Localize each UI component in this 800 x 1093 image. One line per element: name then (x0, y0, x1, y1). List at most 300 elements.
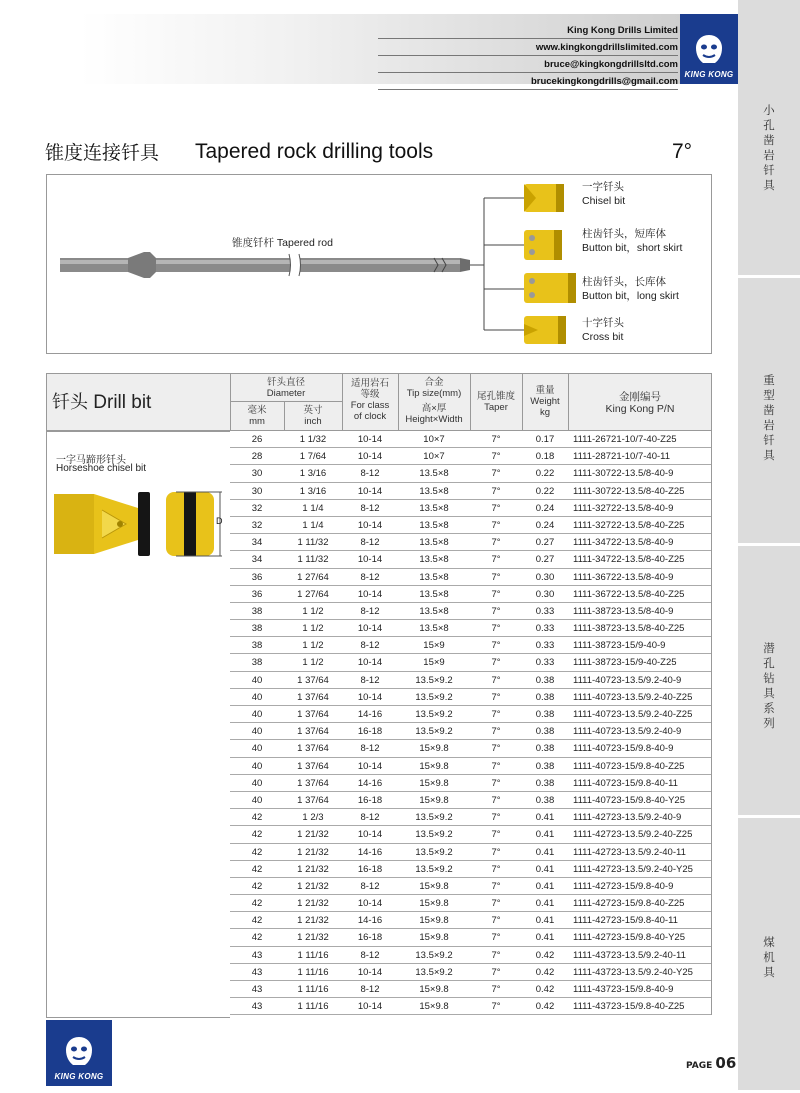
cell-rock: 8-12 (360, 674, 380, 686)
cell-kg: 0.41 (535, 915, 555, 927)
table-row (230, 912, 711, 929)
cell-tip: 15×9.8 (419, 984, 449, 995)
cell-mm: 32 (251, 502, 263, 514)
cell-kg: 0.41 (535, 812, 555, 824)
cell-taper: 7° (491, 898, 501, 910)
cell-inch: 1 21/32 (297, 880, 329, 892)
cell-inch: 1 11/32 (297, 554, 329, 566)
side-tab-dth[interactable] (738, 546, 800, 818)
brand-logo (680, 14, 738, 84)
bit-label-button-long (582, 275, 679, 303)
cell-pn: 1111-38723-15/9-40-9 (573, 640, 666, 652)
cell-inch: 1 37/64 (297, 674, 329, 686)
cell-kg: 0.41 (535, 846, 555, 858)
table-row (230, 706, 711, 723)
cell-inch: 1 21/32 (297, 898, 329, 910)
cell-kg: 0.17 (535, 434, 555, 445)
cell-kg: 0.38 (535, 760, 555, 772)
table-row (230, 586, 711, 603)
header-text: Tip size(mm) (406, 388, 462, 399)
gorilla-icon (61, 1035, 97, 1069)
table-row (230, 895, 711, 912)
cell-mm: 40 (251, 709, 263, 720)
side-tab-label: 煤机具 (763, 937, 775, 979)
rod-label: 锥度钎杆 Tapered rod (232, 237, 333, 249)
cell-pn: 1111-40723-13.5/9.2-40-9 (573, 726, 682, 738)
cell-taper: 7° (491, 554, 501, 566)
bit-label-button-short (582, 227, 682, 255)
header-inch (284, 405, 342, 427)
cross-bit-icon (524, 316, 566, 344)
cell-mm: 42 (251, 915, 263, 927)
bit-label-chisel (582, 180, 625, 208)
cell-rock: 10-14 (357, 966, 383, 978)
header-taper (470, 391, 522, 413)
cell-kg: 0.41 (535, 898, 555, 910)
bit-label-cross (582, 316, 624, 344)
header-text: Height×Width (405, 414, 463, 425)
cell-inch: 1 1/2 (302, 623, 324, 635)
email-link-1[interactable]: bruce@kingkongdrillsltd.com (378, 56, 678, 73)
header-text: 金刚编号 (619, 391, 661, 403)
header-weight (522, 385, 568, 418)
header-text: 尾孔锥度 (476, 391, 515, 402)
cell-inch: 1 37/64 (297, 691, 329, 703)
cell-rock: 8-12 (360, 537, 380, 549)
bit-label-cn: 十字钎头 (582, 317, 624, 329)
header-text: of clock (353, 411, 387, 422)
cell-pn: 1111-42723-13.5/9.2-40-11 (573, 846, 686, 858)
header-text: 等级 (360, 389, 380, 400)
cell-taper: 7° (491, 502, 501, 514)
cell-taper: 7° (491, 605, 501, 617)
cell-kg: 0.33 (535, 640, 555, 652)
cell-mm: 36 (251, 588, 263, 600)
cell-taper: 7° (491, 812, 501, 824)
cell-kg: 0.33 (535, 623, 555, 635)
cell-pn: 1111-36722-13.5/8-40-9 (573, 571, 674, 583)
cell-rock: 8-12 (360, 468, 380, 480)
cell-tip: 15×9.8 (419, 898, 449, 910)
cell-pn: 1111-40723-13.5/9.2-40-Z25 (573, 691, 693, 703)
cell-mm: 43 (251, 1001, 263, 1013)
cell-inch: 1 21/32 (297, 829, 329, 841)
cell-inch: 1 1/2 (302, 657, 324, 669)
cell-rock: 8-12 (360, 571, 380, 583)
cell-kg: 0.41 (535, 932, 555, 944)
header-text: 钎头直径 (266, 377, 305, 388)
cell-inch: 1 1/4 (302, 519, 324, 531)
cell-rock: 8-12 (360, 949, 380, 961)
footer-logo (46, 1020, 112, 1086)
chisel-bit-icon (524, 184, 564, 212)
cell-pn: 1111-38723-13.5/8-40-9 (573, 605, 674, 617)
cell-kg: 0.42 (535, 949, 555, 961)
bit-label-cn: 一字钎头 (582, 181, 624, 193)
divider (230, 401, 342, 402)
cell-taper: 7° (491, 588, 501, 600)
cell-inch: 1 37/64 (297, 743, 329, 755)
table-row (230, 689, 711, 706)
cell-pn: 1111-43723-15/9.8-40-Z25 (573, 1001, 685, 1013)
cell-mm: 34 (251, 537, 263, 549)
cell-inch: 1 7/64 (299, 451, 327, 463)
side-nav (738, 0, 800, 1093)
bit-label-cn: 柱齿钎头，长库体 (582, 276, 666, 288)
cell-taper: 7° (491, 915, 501, 927)
cell-rock: 8-12 (360, 743, 380, 755)
cell-kg: 0.27 (535, 554, 555, 566)
cell-taper: 7° (491, 434, 501, 445)
cell-mm: 42 (251, 863, 263, 875)
header-mm (230, 405, 284, 427)
cell-taper: 7° (491, 640, 501, 652)
cell-inch: 1 11/32 (297, 537, 329, 549)
cell-tip: 13.5×8 (419, 554, 449, 566)
cell-taper: 7° (491, 880, 501, 892)
cell-kg: 0.24 (535, 502, 555, 514)
cell-pn: 1111-40723-13.5/9.2-40-9 (573, 674, 682, 686)
cell-mm: 40 (251, 674, 263, 686)
table-row (230, 981, 711, 998)
cell-inch: 1 3/16 (299, 485, 327, 497)
cell-tip: 13.5×9.2 (415, 949, 453, 961)
cell-taper: 7° (491, 485, 501, 497)
cell-inch: 1 37/64 (297, 726, 329, 738)
table-row (230, 826, 711, 843)
header-text: 重量 (535, 385, 555, 396)
cell-taper: 7° (491, 519, 501, 531)
cell-taper: 7° (491, 743, 501, 755)
cell-mm: 40 (251, 743, 263, 755)
page-number (686, 1054, 736, 1072)
cell-kg: 0.42 (535, 984, 555, 995)
cell-pn: 1111-42723-13.5/9.2-40-Y25 (573, 863, 693, 875)
cell-kg: 0.38 (535, 674, 555, 686)
table-row (230, 947, 711, 964)
cell-mm: 42 (251, 829, 263, 841)
cell-kg: 0.41 (535, 880, 555, 892)
cell-taper: 7° (491, 709, 501, 720)
cell-pn: 1111-40723-15/9.8-40-Y25 (573, 794, 685, 806)
cell-mm: 30 (251, 485, 263, 497)
cell-inch: 1 11/16 (297, 1001, 329, 1013)
cell-tip: 13.5×9.2 (415, 863, 453, 875)
cell-tip: 13.5×8 (419, 519, 449, 531)
cell-tip: 13.5×9.2 (415, 966, 453, 978)
header-text: 适用岩石 (350, 378, 389, 389)
cell-taper: 7° (491, 674, 501, 686)
contact-block (378, 22, 678, 90)
cell-pn: 1111-42723-15/9.8-40-Y25 (573, 932, 685, 944)
cell-taper: 7° (491, 451, 501, 463)
cell-tip: 13.5×9.2 (415, 691, 453, 703)
table-row (230, 551, 711, 568)
cell-tip: 15×9.8 (419, 760, 449, 772)
cell-pn: 1111-42723-15/9.8-40-11 (573, 915, 678, 927)
cell-kg: 0.18 (535, 451, 555, 463)
cell-rock: 10-14 (357, 657, 383, 669)
page-title-cn: 锥度连接钎具 (45, 142, 160, 164)
cell-kg: 0.38 (535, 777, 555, 789)
cell-mm: 26 (251, 434, 263, 445)
drill-bit-table (230, 431, 712, 1015)
cell-tip: 15×9.8 (419, 880, 449, 892)
cell-rock: 10-14 (357, 829, 383, 841)
cell-mm: 42 (251, 898, 263, 910)
cell-mm: 38 (251, 640, 263, 652)
cell-mm: 38 (251, 605, 263, 617)
cell-pn: 1111-34722-13.5/8-40-Z25 (573, 554, 685, 566)
table-row (230, 654, 711, 671)
cell-mm: 42 (251, 812, 263, 824)
table-row (230, 723, 711, 740)
cell-inch: 1 21/32 (297, 915, 329, 927)
cell-rock: 10-14 (357, 519, 383, 531)
cell-tip: 15×9.8 (419, 932, 449, 944)
cell-tip: 13.5×9.2 (415, 829, 453, 841)
cell-inch: 1 27/64 (297, 571, 329, 583)
website-link[interactable]: www.kingkongdrillslimited.com (378, 39, 678, 56)
cell-taper: 7° (491, 846, 501, 858)
table-row (230, 500, 711, 517)
cell-rock: 16-18 (357, 863, 383, 875)
cell-mm: 30 (251, 468, 263, 480)
section-title-cn: 钎头 (52, 392, 88, 413)
header-text: Taper (484, 402, 508, 413)
header-text: 毫米 (247, 405, 267, 416)
cell-tip: 13.5×8 (419, 588, 449, 600)
side-tab-coal[interactable] (738, 818, 800, 1093)
cell-rock: 8-12 (360, 984, 380, 995)
page-title: Tapered rock drilling tools (195, 140, 434, 163)
cell-tip: 15×9.8 (419, 743, 449, 755)
cell-tip: 15×9.8 (419, 794, 449, 806)
cell-kg: 0.24 (535, 519, 555, 531)
cell-tip: 15×9.8 (419, 777, 449, 789)
header-text: 高×厚 (421, 403, 447, 414)
cell-inch: 1 27/64 (297, 588, 329, 600)
cell-tip: 13.5×8 (419, 468, 449, 480)
cell-taper: 7° (491, 657, 501, 669)
cell-pn: 1111-40723-13.5/9.2-40-Z25 (573, 709, 693, 720)
header-text: 英寸 (303, 405, 323, 416)
horseshoe-chisel-bit-icon (54, 488, 230, 560)
cell-mm: 43 (251, 949, 263, 961)
cell-pn: 1111-30722-13.5/8-40-Z25 (573, 485, 685, 497)
cell-taper: 7° (491, 537, 501, 549)
table-row (230, 740, 711, 757)
cell-inch: 1 11/16 (297, 949, 329, 961)
cell-taper: 7° (491, 949, 501, 961)
table-row (230, 534, 711, 551)
logo-text: KING KONG (54, 1072, 104, 1081)
cell-rock: 14-16 (357, 915, 383, 927)
cell-inch: 1 2/3 (302, 812, 324, 824)
cell-tip: 13.5×8 (419, 623, 449, 635)
cell-pn: 1111-28721-10/7-40-11 (573, 451, 671, 463)
product-name-en: Horseshoe chisel bit (56, 463, 147, 474)
cell-pn: 1111-38723-15/9-40-Z25 (573, 657, 677, 669)
cell-inch: 1 37/64 (297, 777, 329, 789)
cell-mm: 43 (251, 984, 263, 995)
cell-rock: 8-12 (360, 640, 380, 652)
cell-tip: 13.5×8 (419, 571, 449, 583)
page-number-value: 06 (715, 1054, 737, 1072)
cell-taper: 7° (491, 623, 501, 635)
table-row (230, 569, 711, 586)
gorilla-icon (691, 33, 727, 67)
table-row (230, 603, 711, 620)
tapered-rod-icon (60, 252, 470, 278)
cell-tip: 15×9 (423, 657, 445, 669)
cell-tip: 10×7 (423, 451, 445, 463)
cell-inch: 1 37/64 (297, 794, 329, 806)
cell-rock: 10-14 (357, 760, 383, 772)
cell-rock: 16-18 (357, 932, 383, 944)
table-row (230, 637, 711, 654)
bit-label-en: Button bit，short skirt (582, 242, 683, 254)
bit-label-en: Button bit，long skirt (582, 290, 679, 302)
divider (46, 431, 230, 432)
header-diameter (230, 377, 342, 399)
cell-taper: 7° (491, 966, 501, 978)
taper-angle: 7° (672, 140, 693, 163)
cell-pn: 1111-40723-15/9.8-40-9 (573, 743, 674, 755)
cell-tip: 13.5×9.2 (415, 846, 453, 858)
cell-mm: 40 (251, 760, 263, 772)
header-text: Weight (530, 396, 560, 407)
cell-mm: 40 (251, 726, 263, 738)
side-tab-small-hole[interactable] (738, 0, 800, 278)
bit-label-cn: 柱齿钎头，短库体 (582, 228, 666, 240)
cell-rock: 10-14 (357, 485, 383, 497)
cell-pn: 1111-30722-13.5/8-40-9 (573, 468, 674, 480)
cell-taper: 7° (491, 760, 501, 772)
table-row (230, 792, 711, 809)
header-text: Diameter (266, 388, 306, 399)
cell-inch: 1 37/64 (297, 709, 329, 720)
table-row (230, 448, 711, 465)
cell-inch: 1 11/16 (297, 966, 329, 978)
cell-kg: 0.38 (535, 726, 555, 738)
company-name: King Kong Drills Limited (378, 22, 678, 39)
cell-pn: 1111-34722-13.5/8-40-9 (573, 537, 674, 549)
cell-rock: 16-18 (357, 794, 383, 806)
bit-label-en: Chisel bit (582, 195, 626, 207)
cell-inch: 1 1/32 (299, 434, 327, 445)
cell-rock: 8-12 (360, 880, 380, 892)
header-text: inch (304, 416, 322, 427)
cell-kg: 0.30 (535, 571, 555, 583)
cell-pn: 1111-43723-15/9.8-40-9 (573, 984, 674, 995)
cell-kg: 0.27 (535, 537, 555, 549)
cell-taper: 7° (491, 932, 501, 944)
table-row (230, 620, 711, 637)
cell-kg: 0.33 (535, 605, 555, 617)
cell-rock: 16-18 (357, 726, 383, 738)
cell-tip: 13.5×9.2 (415, 812, 453, 824)
cell-mm: 34 (251, 554, 263, 566)
table-row (230, 672, 711, 689)
cell-tip: 13.5×9.2 (415, 709, 453, 720)
header-part-number (568, 391, 712, 415)
cell-mm: 40 (251, 794, 263, 806)
cell-taper: 7° (491, 691, 501, 703)
table-row (230, 998, 711, 1015)
header-text: kg (539, 407, 551, 418)
cell-rock: 14-16 (357, 709, 383, 720)
cell-mm: 40 (251, 691, 263, 703)
cell-taper: 7° (491, 777, 501, 789)
table-row (230, 964, 711, 981)
table-row (230, 517, 711, 534)
cell-tip: 13.5×8 (419, 485, 449, 497)
side-tab-heavy[interactable] (738, 278, 800, 546)
side-tab-label: 小孔凿岩钎具 (763, 105, 775, 192)
cell-taper: 7° (491, 468, 501, 480)
cell-rock: 10-14 (357, 623, 383, 635)
cell-pn: 1111-40723-15/9.8-40-11 (573, 777, 678, 789)
cell-pn: 1111-42723-15/9.8-40-Z25 (573, 898, 685, 910)
table-row (230, 431, 711, 448)
cell-mm: 42 (251, 880, 263, 892)
cell-pn: 1111-26721-10/7-40-Z25 (573, 434, 677, 445)
table-row (230, 861, 711, 878)
cell-rock: 10-14 (357, 898, 383, 910)
cell-inch: 1 3/16 (299, 468, 327, 480)
cell-inch: 1 1/4 (302, 502, 324, 514)
cell-kg: 0.38 (535, 794, 555, 806)
cell-taper: 7° (491, 984, 501, 995)
page-prefix: PAGE (686, 1061, 713, 1071)
cell-kg: 0.42 (535, 966, 555, 978)
cell-taper: 7° (491, 829, 501, 841)
cell-kg: 0.38 (535, 743, 555, 755)
cell-pn: 1111-40723-15/9.8-40-Z25 (573, 760, 685, 772)
cell-inch: 1 1/2 (302, 605, 324, 617)
side-tab-label: 重型凿岩钎具 (763, 375, 775, 462)
cell-kg: 0.42 (535, 1001, 555, 1013)
logo-text: KING KONG (684, 70, 734, 79)
dimension-label: D (216, 516, 223, 526)
cell-kg: 0.22 (535, 485, 555, 497)
cell-rock: 10-14 (357, 451, 383, 463)
cell-taper: 7° (491, 794, 501, 806)
table-row (230, 465, 711, 482)
cell-mm: 28 (251, 451, 263, 463)
cell-rock: 8-12 (360, 812, 380, 824)
cell-pn: 1111-42723-13.5/9.2-40-Z25 (573, 829, 693, 841)
cell-tip: 13.5×8 (419, 537, 449, 549)
cell-inch: 1 21/32 (297, 846, 329, 858)
cell-inch: 1 1/2 (302, 640, 324, 652)
table-row (230, 809, 711, 826)
cell-kg: 0.41 (535, 829, 555, 841)
cell-pn: 1111-43723-13.5/9.2-40-Y25 (573, 966, 693, 978)
cell-mm: 42 (251, 932, 263, 944)
table-row (230, 483, 711, 500)
cell-rock: 14-16 (357, 777, 383, 789)
cell-mm: 38 (251, 657, 263, 669)
cell-kg: 0.38 (535, 691, 555, 703)
cell-pn: 1111-36722-13.5/8-40-Z25 (573, 588, 685, 600)
cell-rock: 10-14 (357, 588, 383, 600)
bit-label-en: Cross bit (582, 331, 624, 343)
email-link-2[interactable]: brucekingkongdrills@gmail.com (378, 73, 678, 90)
table-row (230, 878, 711, 895)
side-tab-label: 潜孔钻具系列 (763, 643, 775, 730)
